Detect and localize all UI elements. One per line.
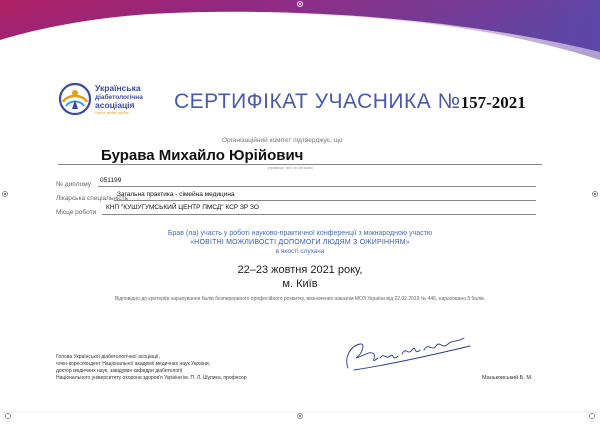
logo-line-2: діабетологічна <box>95 94 143 101</box>
participation-role: в якості слухача <box>275 248 325 255</box>
diploma-label: № диплому <box>56 181 91 188</box>
workplace-label: Місце роботи <box>56 209 97 216</box>
registration-mark-icon <box>591 190 599 198</box>
handwritten-signature <box>340 328 490 376</box>
specialty-label: Лікарська спеціальність <box>56 195 128 202</box>
participant-name: Бурава Михайло Юрійович <box>101 147 304 164</box>
signatory-line-1: Голова Української діабетологічної асоціації, <box>56 354 160 360</box>
event-date: 22–23 жовтня 2021 року, <box>237 264 363 276</box>
signatory-line-2: член-кореспондент Національної академії медичних наук України, <box>56 361 211 367</box>
committee-text: Організаційний комітет підтверджує, що <box>222 137 343 144</box>
logo-line-3: асоціація <box>95 100 135 110</box>
association-logo-icon <box>58 82 92 116</box>
logo-slogan: Рятує людей щодня <box>95 111 129 115</box>
workplace-underline <box>102 214 536 215</box>
registration-mark-icon <box>4 412 12 420</box>
signer-name: Маньковський Б. М. <box>482 375 533 381</box>
specialty-underline <box>114 200 536 201</box>
certificate-number: 157-2021 <box>460 93 526 112</box>
certificate-title-text: СЕРТИФІКАТ УЧАСНИКА № <box>174 90 461 113</box>
registration-mark-icon <box>588 412 596 420</box>
registration-mark-icon <box>1 190 9 198</box>
event-city: м. Київ <box>282 278 318 290</box>
diploma-underline <box>98 186 536 187</box>
diploma-value: 051199 <box>100 177 122 184</box>
signatory-line-3: доктор медичних наук, завідувач кафедри діабетології <box>56 368 183 374</box>
registration-mark-icon <box>296 0 304 8</box>
conference-title: «НОВІТНІ МОЖЛИВОСТІ ДОПОМОГИ ЛЮДЯМ З ОЖИРІННЯМ» <box>190 239 410 246</box>
logo-line-1: Українська <box>95 83 141 93</box>
registration-mark-icon <box>296 412 304 420</box>
credits-note: Відповідно до критеріїв нарахування балів безперервного професійного розвитку, визначених наказом МОЗ України від 22.02.2019 № 446, нараховано 5 балів. <box>114 296 486 302</box>
conference-intro: Брав (ла) участь у роботі науково-практичної конференції з міжнародною участю <box>167 230 433 237</box>
name-underline <box>58 164 542 165</box>
specialty-value: Загальна практика - сімейна медицина <box>117 191 235 198</box>
signatory-line-4: Національного університету охорони здоров'я України ім. П. Л. Шупика, професор <box>56 375 247 381</box>
participant-name-hint: (прізвище, ім'я, по батькові) <box>268 166 313 170</box>
certificate-title <box>174 90 526 114</box>
workplace-value: КНП "КУШУГУМСЬКИЙ ЦЕНТР ПМСД" КСР ЗР ЗО <box>106 204 259 211</box>
